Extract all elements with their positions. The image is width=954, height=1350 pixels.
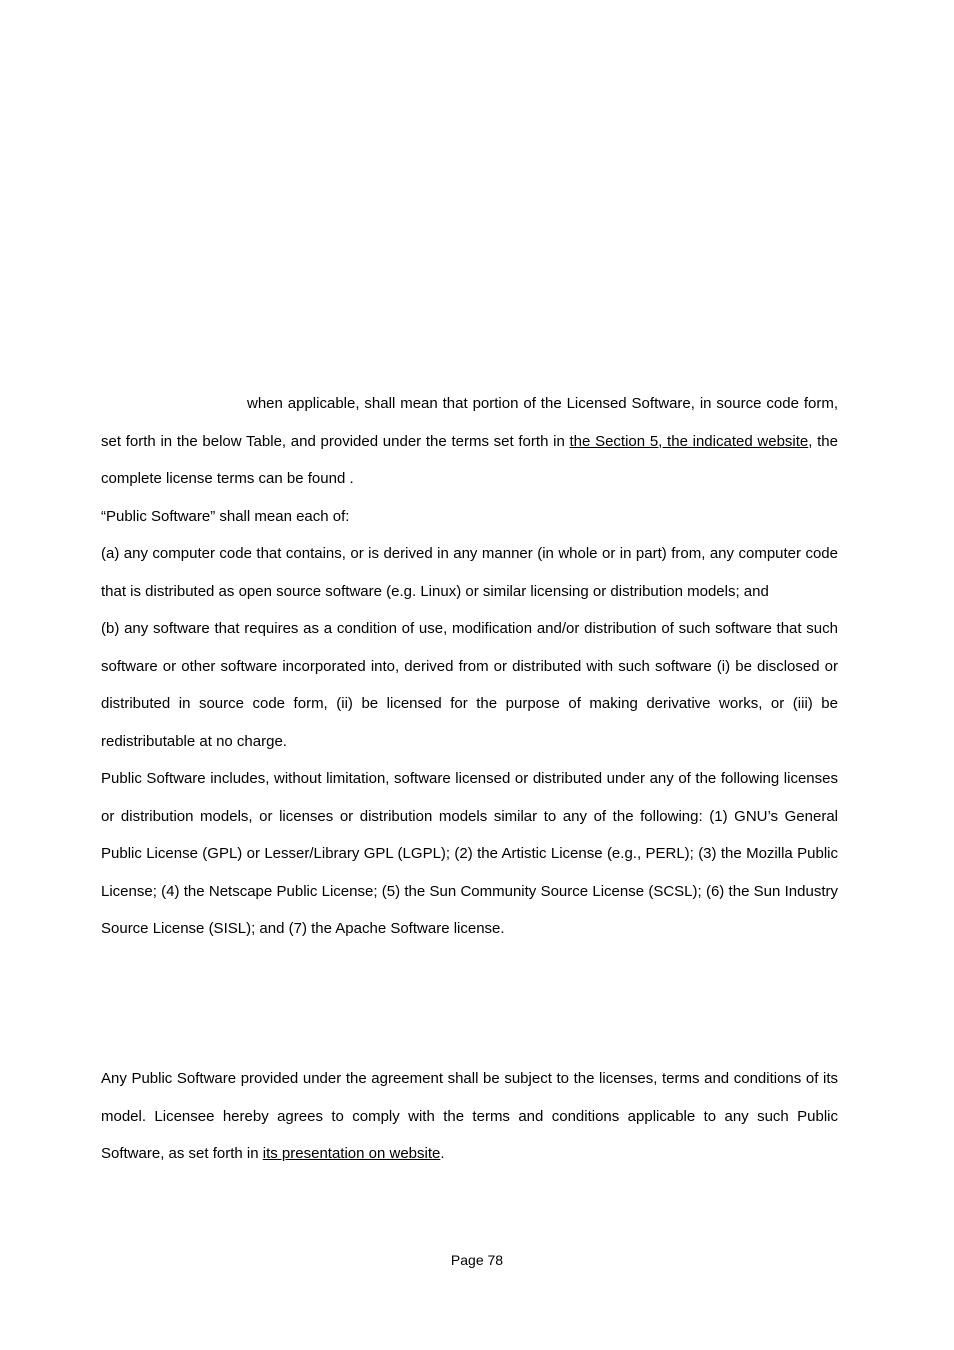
paragraph-text: Any Public Software provided under the agreement shall be subject to the licenses, terms and conditions of its model. Licensee hereby agrees to comply with the terms and conditions applicable to any such Public Software, as set forth in xyxy=(101,1070,838,1162)
clause-b-paragraph: (b) any software that requires as a condition of use, modification and/or distribution of such software that such software or other software incorporated into, derived from or distributed with such software (i) be disclosed or distributed in source code form, (ii) be licensed for the purpose of making derivative works, or (iii) be redistributable at no charge. xyxy=(101,620,838,750)
compliance-section xyxy=(101,1060,838,1173)
paragraph-text: when applicable, shall mean that portion of the Licensed Software, in source code form, set forth in the below Table, and provided under the terms set forth in xyxy=(101,395,838,450)
page-number: Page 78 xyxy=(450,1252,504,1268)
section-5-website-link[interactable]: the Section 5, the indicated website xyxy=(569,432,809,450)
clause-a-paragraph: (a) any computer code that contains, or is derived in any manner (in whole or in part) from, any computer code that is distributed as open source software (e.g. Linux) or similar licensing or distribution models; and xyxy=(101,545,838,600)
compliance-paragraph xyxy=(101,1060,838,1173)
paragraph-text: , the complete license terms can be found . xyxy=(101,432,838,487)
presentation-website-link[interactable]: its presentation on website xyxy=(262,1145,441,1162)
public-software-definition-heading: “Public Software” shall mean each of: xyxy=(101,507,350,525)
definitions-section xyxy=(101,385,838,948)
licenses-list-paragraph: Public Software includes, without limitation, software licensed or distributed under any of the following licenses or distribution models, or licenses or distribution models similar to any of the following: (1) GNU’s General Public License (GPL) or Lesser/Library GPL (LGPL); (2) the Artistic License (e.g., PERL); (3) the Mozilla Public License; (4) the Netscape Public License; (5) the Sun Community Source License (SCSL); (6) the Sun Industry Source License (SISL); and (7) the Apache Software license. xyxy=(101,770,838,937)
paragraph-text: . xyxy=(440,1145,445,1162)
source-code-definition-paragraph xyxy=(101,385,838,498)
